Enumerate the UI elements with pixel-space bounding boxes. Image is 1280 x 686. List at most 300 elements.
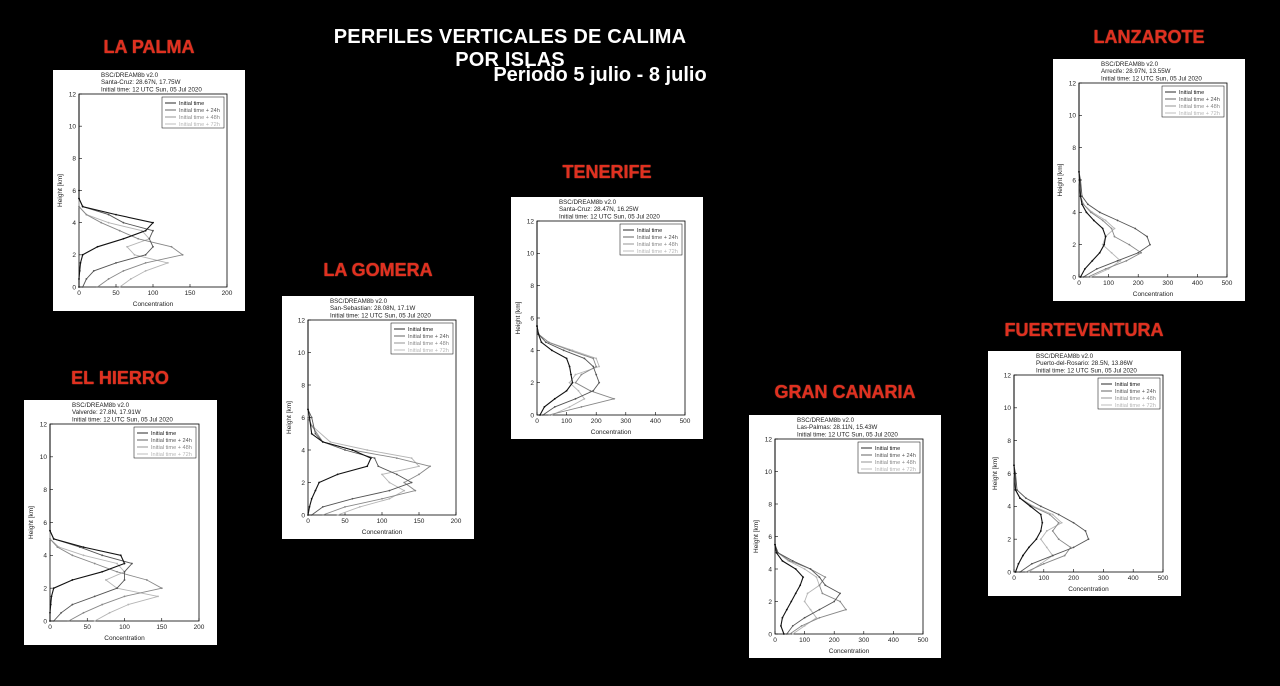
- series-point: [418, 473, 420, 475]
- label-gran-canaria: GRAN CANARIA: [774, 382, 916, 402]
- x-tick-label: 0: [48, 624, 52, 631]
- series-point: [1105, 268, 1107, 270]
- series-point: [783, 633, 785, 635]
- series-point: [51, 595, 53, 597]
- x-tick-label: 500: [1157, 575, 1169, 582]
- x-tick-label: 400: [1191, 280, 1203, 287]
- series-point: [119, 230, 121, 232]
- series-point: [108, 278, 110, 280]
- chart-svg: [988, 351, 1181, 596]
- series-point: [804, 601, 806, 603]
- series-point: [1019, 497, 1021, 499]
- chart-info-line: BSC/DREAM8b v2.0: [330, 298, 388, 305]
- x-tick-label: 200: [828, 637, 840, 644]
- y-axis-label: Height [km]: [286, 401, 293, 434]
- legend-entry: Initial time + 24h: [179, 108, 220, 114]
- chart-panel-lanzarote: [1053, 59, 1245, 301]
- series-point: [115, 262, 117, 264]
- y-tick-label: 2: [1007, 536, 1011, 544]
- legend-entry: Initial time + 24h: [151, 438, 192, 444]
- page-subtitle: Periodo 5 julio - 8 julio: [493, 64, 707, 86]
- series-line: [537, 221, 599, 415]
- series-point: [789, 560, 791, 562]
- series-point: [1105, 220, 1107, 222]
- y-tick-label: 6: [1007, 470, 1011, 478]
- series-line: [1079, 83, 1150, 277]
- series-point: [1073, 546, 1075, 548]
- series-point: [396, 473, 398, 475]
- series-point: [311, 514, 313, 516]
- y-tick-label: 4: [768, 566, 772, 574]
- series-point: [583, 398, 585, 400]
- series-point: [554, 398, 556, 400]
- series-point: [1058, 514, 1060, 516]
- y-tick-label: 0: [301, 512, 305, 520]
- page-title: PERFILES VERTICALES DE CALIMA POR ISLAS: [333, 26, 687, 71]
- series-point: [359, 506, 361, 508]
- series-point: [819, 584, 821, 586]
- x-tick-label: 100: [147, 290, 159, 297]
- y-tick-label: 10: [1068, 112, 1076, 120]
- series-point: [352, 498, 354, 500]
- x-tick-label: 150: [184, 290, 196, 297]
- x-tick-label: 200: [450, 518, 462, 525]
- series-point: [50, 604, 52, 606]
- series-point: [101, 571, 103, 573]
- series-point: [1052, 530, 1054, 532]
- y-tick-label: 12: [764, 436, 772, 444]
- y-axis-label: Height [km]: [1057, 163, 1064, 197]
- series-point: [1058, 538, 1060, 540]
- chart-info-line: BSC/DREAM8b v2.0: [559, 199, 617, 206]
- series-point: [108, 222, 110, 224]
- series-line: [775, 439, 803, 634]
- series-point: [370, 457, 372, 459]
- x-tick-label: 100: [561, 418, 573, 425]
- series-point: [322, 506, 324, 508]
- chart-svg: [24, 400, 217, 645]
- series-point: [1035, 538, 1037, 540]
- chart-info-line: Initial time: 12 UTC Sun, 05 Jul 2020: [72, 416, 173, 424]
- series-point: [418, 465, 420, 467]
- legend-entry: Initial time: [151, 431, 177, 437]
- y-axis-label: Height [km]: [992, 457, 999, 490]
- y-tick-label: 6: [530, 315, 534, 323]
- series-point: [307, 408, 309, 410]
- chart-info-line: Santa-Cruz: 28.47N, 16.25W: [559, 206, 639, 214]
- series-point: [93, 270, 95, 272]
- chart-panel-tenerife: [511, 197, 703, 439]
- series-point: [1090, 211, 1092, 213]
- y-axis-label: Height [km]: [515, 301, 522, 335]
- series-point: [411, 482, 413, 484]
- series-point: [130, 278, 132, 280]
- y-tick-label: 12: [1068, 80, 1076, 88]
- series-line: [1079, 83, 1120, 277]
- legend-entry: Initial time + 24h: [875, 453, 916, 459]
- series-point: [309, 506, 311, 508]
- series-line: [775, 439, 819, 634]
- series-point: [1134, 228, 1136, 230]
- series-point: [105, 579, 107, 581]
- series-point: [819, 617, 821, 619]
- series-line: [1079, 83, 1106, 277]
- legend-entry: Initial time: [408, 327, 434, 333]
- series-point: [82, 254, 84, 256]
- x-tick-label: 0: [535, 418, 539, 425]
- x-axis-label: Concentration: [1132, 291, 1174, 298]
- series-point: [49, 612, 51, 614]
- label-fuerteventura: FUERTEVENTURA: [1004, 320, 1164, 340]
- series-point: [1117, 260, 1119, 262]
- label-la-palma: LA PALMA: [103, 37, 195, 57]
- x-tick-label: 100: [1103, 280, 1115, 287]
- series-point: [123, 238, 125, 240]
- legend-entry: Initial time: [1115, 382, 1141, 388]
- y-tick-label: 2: [43, 585, 47, 593]
- series-point: [403, 482, 405, 484]
- series-point: [551, 349, 553, 351]
- series-point: [1087, 203, 1089, 205]
- y-axis-label: Height [km]: [57, 174, 64, 207]
- series-point: [145, 270, 147, 272]
- series-point: [536, 325, 538, 327]
- series-point: [329, 441, 331, 443]
- y-tick-label: 0: [1007, 569, 1011, 577]
- series-point: [581, 374, 583, 376]
- chart-info-line: BSC/DREAM8b v2.0: [797, 417, 855, 424]
- series-point: [374, 457, 376, 459]
- series-point: [83, 612, 85, 614]
- chart-info-line: Initial time: 12 UTC Sun, 05 Jul 2020: [1101, 75, 1202, 83]
- legend-entry: Initial time: [1179, 90, 1205, 96]
- series-point: [1079, 179, 1081, 181]
- series-point: [1103, 244, 1105, 246]
- series-point: [1022, 555, 1024, 557]
- chart-info-line: Initial time: 12 UTC Sun, 05 Jul 2020: [1036, 367, 1137, 375]
- series-point: [1093, 220, 1095, 222]
- series-line: [537, 221, 614, 415]
- series-point: [78, 278, 80, 280]
- series-point: [1052, 555, 1054, 557]
- series-point: [120, 554, 122, 556]
- y-tick-label: 8: [530, 282, 534, 290]
- series-point: [824, 584, 826, 586]
- series-point: [344, 506, 346, 508]
- chart-info-line: Arrecife: 28.97N, 13.55W: [1101, 68, 1171, 76]
- chart-info-line: Valverde: 27.8N, 17.91W: [72, 409, 141, 417]
- series-point: [1029, 505, 1031, 507]
- series-line: [308, 320, 371, 515]
- legend-entry: Initial time + 72h: [151, 452, 192, 458]
- series-point: [810, 568, 812, 570]
- series-point: [1040, 505, 1042, 507]
- series-point: [1018, 563, 1020, 565]
- series-point: [94, 595, 96, 597]
- x-tick-label: 200: [590, 418, 602, 425]
- x-tick-label: 200: [1068, 575, 1080, 582]
- series-point: [1099, 252, 1101, 254]
- series-point: [366, 449, 368, 451]
- y-tick-label: 4: [72, 219, 76, 227]
- series-point: [1088, 538, 1090, 540]
- series-point: [152, 246, 154, 248]
- series-point: [1046, 546, 1048, 548]
- x-tick-label: 150: [156, 624, 168, 631]
- y-tick-label: 0: [1072, 274, 1076, 282]
- series-point: [124, 571, 126, 573]
- y-tick-label: 0: [530, 412, 534, 420]
- chart-info-line: BSC/DREAM8b v2.0: [101, 72, 159, 79]
- series-point: [152, 230, 154, 232]
- y-tick-label: 8: [768, 501, 772, 509]
- series-point: [792, 633, 794, 635]
- series-point: [148, 238, 150, 240]
- series-point: [613, 398, 615, 400]
- series-point: [80, 262, 82, 264]
- y-tick-label: 6: [1072, 177, 1076, 185]
- series-point: [311, 417, 313, 419]
- series-point: [592, 390, 594, 392]
- x-tick-label: 400: [887, 637, 899, 644]
- series-point: [1085, 530, 1087, 532]
- series-point: [109, 612, 111, 614]
- series-point: [101, 604, 103, 606]
- y-tick-label: 6: [768, 533, 772, 541]
- legend-entry: Initial time + 48h: [1179, 104, 1220, 110]
- series-point: [352, 449, 354, 451]
- y-tick-label: 2: [1072, 241, 1076, 249]
- series-point: [1040, 514, 1042, 516]
- chart-info-line: Puerto-del-Rosario: 28.5N, 13.86W: [1036, 360, 1133, 368]
- series-point: [1087, 276, 1089, 278]
- chart-svg: [749, 415, 941, 658]
- series-point: [1091, 260, 1093, 262]
- y-tick-label: 6: [72, 187, 76, 195]
- series-point: [1052, 514, 1054, 516]
- series-point: [124, 563, 126, 565]
- series-line: [537, 221, 599, 415]
- series-point: [82, 286, 84, 288]
- x-tick-label: 500: [1221, 280, 1233, 287]
- series-point: [116, 563, 118, 565]
- x-tick-label: 100: [1038, 575, 1050, 582]
- series-point: [1099, 211, 1101, 213]
- series-line: [79, 94, 153, 287]
- series-point: [171, 246, 173, 248]
- series-point: [123, 270, 125, 272]
- x-axis-label: Concentration: [132, 301, 174, 308]
- series-point: [545, 341, 547, 343]
- legend-entry: Initial time: [637, 228, 663, 234]
- series-point: [1137, 252, 1139, 254]
- series-point: [1128, 244, 1130, 246]
- chart-panel-fuerteventura: [988, 351, 1181, 596]
- series-point: [78, 286, 80, 288]
- series-point: [414, 490, 416, 492]
- y-tick-label: 12: [1003, 372, 1011, 380]
- series-point: [583, 358, 585, 360]
- series-point: [1146, 236, 1148, 238]
- chart-info-line: BSC/DREAM8b v2.0: [1101, 61, 1159, 68]
- chart-svg: [53, 70, 245, 311]
- x-axis-label: Concentration: [104, 635, 145, 642]
- legend-entry: Initial time + 72h: [1115, 403, 1156, 409]
- series-point: [108, 214, 110, 216]
- series-point: [315, 433, 317, 435]
- y-tick-label: 10: [526, 250, 534, 258]
- series-point: [1140, 252, 1142, 254]
- chart-svg: [282, 296, 474, 539]
- series-point: [78, 206, 80, 208]
- series-point: [569, 349, 571, 351]
- series-point: [1058, 522, 1060, 524]
- y-tick-label: 12: [297, 317, 305, 325]
- series-point: [145, 262, 147, 264]
- x-axis-label: Concentration: [590, 429, 632, 436]
- x-tick-label: 0: [1012, 575, 1016, 582]
- series-point: [786, 633, 788, 635]
- series-point: [53, 538, 55, 540]
- chart-info-line: Initial time: 12 UTC Sun, 05 Jul 2020: [101, 86, 202, 94]
- x-tick-label: 500: [679, 418, 691, 425]
- x-tick-label: 50: [112, 290, 120, 297]
- series-point: [337, 514, 339, 516]
- chart-panel-la-gomera: [282, 296, 474, 539]
- x-axis-label: Concentration: [828, 648, 870, 655]
- series-point: [134, 254, 136, 256]
- series-point: [575, 398, 577, 400]
- x-tick-label: 400: [649, 418, 661, 425]
- series-point: [124, 579, 126, 581]
- chart-info-line: Initial time: 12 UTC Sun, 05 Jul 2020: [330, 312, 431, 320]
- y-tick-label: 12: [526, 218, 534, 226]
- series-point: [137, 238, 139, 240]
- series-point: [839, 592, 841, 594]
- series-point: [49, 620, 51, 622]
- x-tick-label: 50: [83, 624, 91, 631]
- y-tick-label: 6: [301, 414, 305, 422]
- series-point: [389, 482, 391, 484]
- series-point: [839, 601, 841, 603]
- series-point: [1111, 228, 1113, 230]
- series-point: [598, 382, 600, 384]
- series-point: [152, 222, 154, 224]
- legend-entry: Initial time: [179, 101, 205, 107]
- series-line: [1014, 375, 1089, 572]
- series-point: [592, 366, 594, 368]
- series-point: [1096, 268, 1098, 270]
- series-line: [775, 439, 840, 634]
- legend-entry: Initial time + 72h: [179, 122, 220, 128]
- series-point: [78, 190, 80, 192]
- series-point: [344, 449, 346, 451]
- series-point: [1014, 473, 1016, 475]
- series-point: [802, 576, 804, 578]
- series-point: [1040, 530, 1042, 532]
- series-point: [1114, 236, 1116, 238]
- series-point: [57, 546, 59, 548]
- series-point: [100, 222, 102, 224]
- series-point: [789, 633, 791, 635]
- series-point: [792, 560, 794, 562]
- series-point: [71, 604, 73, 606]
- series-point: [429, 465, 431, 467]
- series-line: [537, 221, 573, 415]
- y-tick-label: 6: [43, 519, 47, 527]
- series-point: [411, 457, 413, 459]
- series-point: [311, 498, 313, 500]
- chart-panel-gran-canaria: [749, 415, 941, 658]
- series-point: [127, 604, 129, 606]
- series-point: [819, 609, 821, 611]
- x-tick-label: 300: [1097, 575, 1109, 582]
- series-point: [68, 620, 70, 622]
- series-point: [1015, 489, 1017, 491]
- y-tick-label: 2: [301, 479, 305, 487]
- y-tick-label: 10: [297, 349, 305, 357]
- series-point: [548, 414, 550, 416]
- series-point: [1025, 571, 1027, 573]
- series-point: [146, 579, 148, 581]
- x-tick-label: 50: [341, 518, 349, 525]
- series-line: [1014, 375, 1071, 572]
- series-point: [592, 358, 594, 360]
- series-point: [389, 490, 391, 492]
- y-tick-label: 8: [1072, 144, 1076, 152]
- series-point: [1073, 522, 1075, 524]
- chart-panel-el-hierro: [24, 400, 217, 645]
- y-tick-label: 4: [530, 347, 534, 355]
- x-tick-label: 0: [1077, 280, 1081, 287]
- series-point: [819, 576, 821, 578]
- series-point: [810, 609, 812, 611]
- series-point: [780, 625, 782, 627]
- legend-entry: Initial time + 24h: [408, 334, 449, 340]
- y-tick-label: 8: [301, 382, 305, 390]
- series-point: [82, 206, 84, 208]
- series-point: [145, 254, 147, 256]
- x-tick-label: 200: [221, 290, 233, 297]
- series-point: [182, 254, 184, 256]
- y-tick-label: 4: [43, 552, 47, 560]
- series-point: [145, 230, 147, 232]
- chart-panel-la-palma: [53, 70, 245, 311]
- series-point: [101, 554, 103, 556]
- series-point: [833, 601, 835, 603]
- series-point: [86, 214, 88, 216]
- series-point: [795, 592, 797, 594]
- y-tick-label: 2: [768, 598, 772, 606]
- series-point: [167, 262, 169, 264]
- series-line: [1014, 375, 1062, 572]
- label-lanzarote: LANZAROTE: [1093, 27, 1205, 47]
- series-point: [116, 587, 118, 589]
- series-point: [575, 374, 577, 376]
- x-tick-label: 500: [917, 637, 929, 644]
- series-point: [115, 214, 117, 216]
- series-point: [566, 390, 568, 392]
- series-point: [1117, 220, 1119, 222]
- x-tick-label: 300: [1162, 280, 1174, 287]
- series-point: [541, 341, 543, 343]
- chart-svg: [1053, 59, 1245, 301]
- series-point: [94, 563, 96, 565]
- series-point: [1049, 514, 1051, 516]
- legend-entry: Initial time + 72h: [1179, 111, 1220, 117]
- series-point: [94, 620, 96, 622]
- y-tick-label: 4: [1007, 503, 1011, 511]
